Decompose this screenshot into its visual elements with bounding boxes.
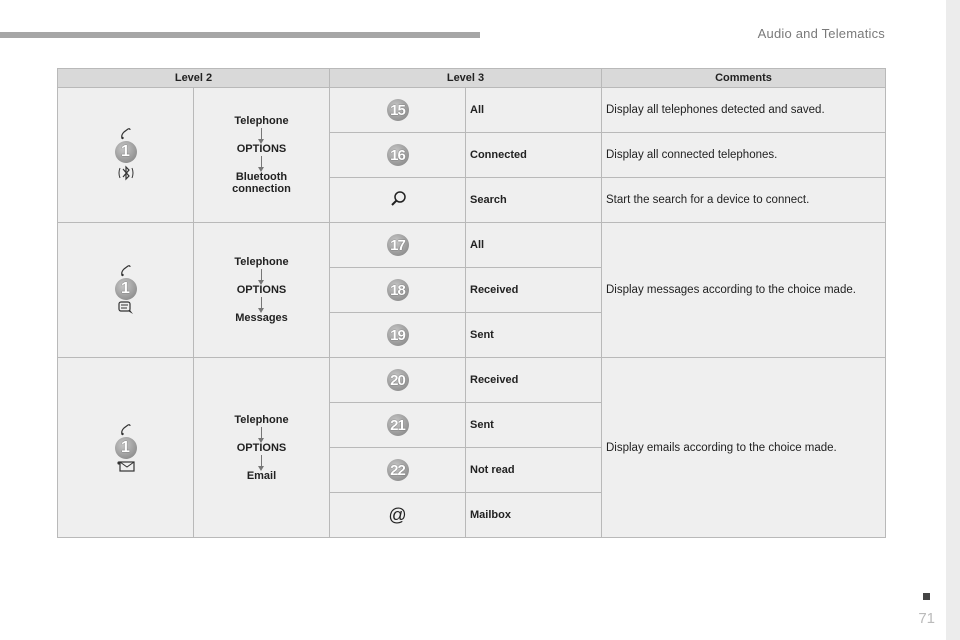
level1-badge: 1 [115, 141, 137, 163]
number-badge: 16 [387, 144, 409, 166]
level3-number [330, 223, 466, 268]
level3-number [330, 268, 466, 313]
level1-icons [58, 358, 194, 538]
level2-telephone: Telephone [234, 413, 289, 426]
level3-label: Not read [466, 448, 602, 493]
level2-options: OPTIONS [236, 284, 287, 296]
number-badge: 18 [387, 279, 409, 301]
down-arrow-icon [261, 128, 262, 140]
table-header-row [58, 69, 886, 88]
down-arrow-icon [261, 455, 262, 467]
page-marker [923, 593, 930, 600]
down-arrow-icon [261, 156, 262, 168]
level3-number [330, 133, 466, 178]
level1-badge: 1 [115, 278, 137, 300]
number-badge: 20 [387, 369, 409, 391]
level2-telephone: Telephone [234, 256, 289, 268]
side-strip [946, 0, 960, 640]
phone-icon [119, 264, 133, 278]
level3-number [330, 88, 466, 133]
level2-path [194, 223, 330, 358]
page-number: 71 [918, 610, 935, 627]
col-header-level3: Level 3 [330, 69, 602, 88]
section-title: Audio and Telematics [757, 26, 885, 41]
table-row [58, 88, 886, 133]
level3-label: Received [466, 358, 602, 403]
number-badge: 22 [387, 459, 409, 481]
envelope-icon [116, 459, 136, 473]
level3-label: Connected [466, 133, 602, 178]
number-badge: 17 [387, 234, 409, 256]
level2-options: OPTIONS [236, 441, 287, 454]
phone-icon [119, 127, 133, 141]
level2-email: Email [246, 469, 277, 482]
level3-number [330, 358, 466, 403]
at-icon: @ [388, 504, 407, 525]
comment-cell: Start the search for a device to connect. [602, 178, 886, 223]
level3-icon-cell [330, 493, 466, 538]
top-progress-bar [0, 32, 480, 38]
level2-path [194, 358, 330, 538]
level1-badge: 1 [115, 437, 137, 459]
level3-label: Mailbox [466, 493, 602, 538]
col-header-level2: Level 2 [58, 69, 330, 88]
level3-label: All [466, 88, 602, 133]
level2-telephone: Telephone [234, 115, 289, 127]
level3-label: Sent [466, 403, 602, 448]
number-badge: 21 [387, 414, 409, 436]
level3-number [330, 403, 466, 448]
table-row [58, 223, 886, 268]
level2-path [194, 88, 330, 223]
level3-label: Received [466, 268, 602, 313]
level3-label: All [466, 223, 602, 268]
number-badge: 19 [387, 324, 409, 346]
level3-icon-cell [330, 178, 466, 223]
message-icon [117, 300, 135, 316]
level1-icons [58, 88, 194, 223]
number-badge: 15 [387, 99, 409, 121]
search-icon [388, 189, 408, 209]
down-arrow-icon [261, 297, 262, 309]
level1-icons [58, 223, 194, 358]
level2-messages: Messages [235, 312, 288, 324]
down-arrow-icon [261, 269, 262, 281]
level3-number [330, 313, 466, 358]
table-row [58, 358, 886, 403]
level3-label: Sent [466, 313, 602, 358]
down-arrow-icon [261, 427, 262, 439]
comment-cell: Display all telephones detected and saved. [602, 88, 886, 133]
options-table [57, 68, 886, 538]
col-header-comments: Comments [602, 69, 886, 88]
comment-cell: Display emails according to the choice made. [602, 358, 886, 538]
level2-bluetooth: Bluetooth connection [232, 171, 291, 195]
level3-number [330, 448, 466, 493]
phone-icon [119, 423, 133, 437]
bluetooth-icon [116, 163, 136, 183]
level3-label: Search [466, 178, 602, 223]
level2-options: OPTIONS [236, 143, 287, 155]
comment-cell: Display messages according to the choice made. [602, 223, 886, 358]
comment-cell: Display all connected telephones. [602, 133, 886, 178]
